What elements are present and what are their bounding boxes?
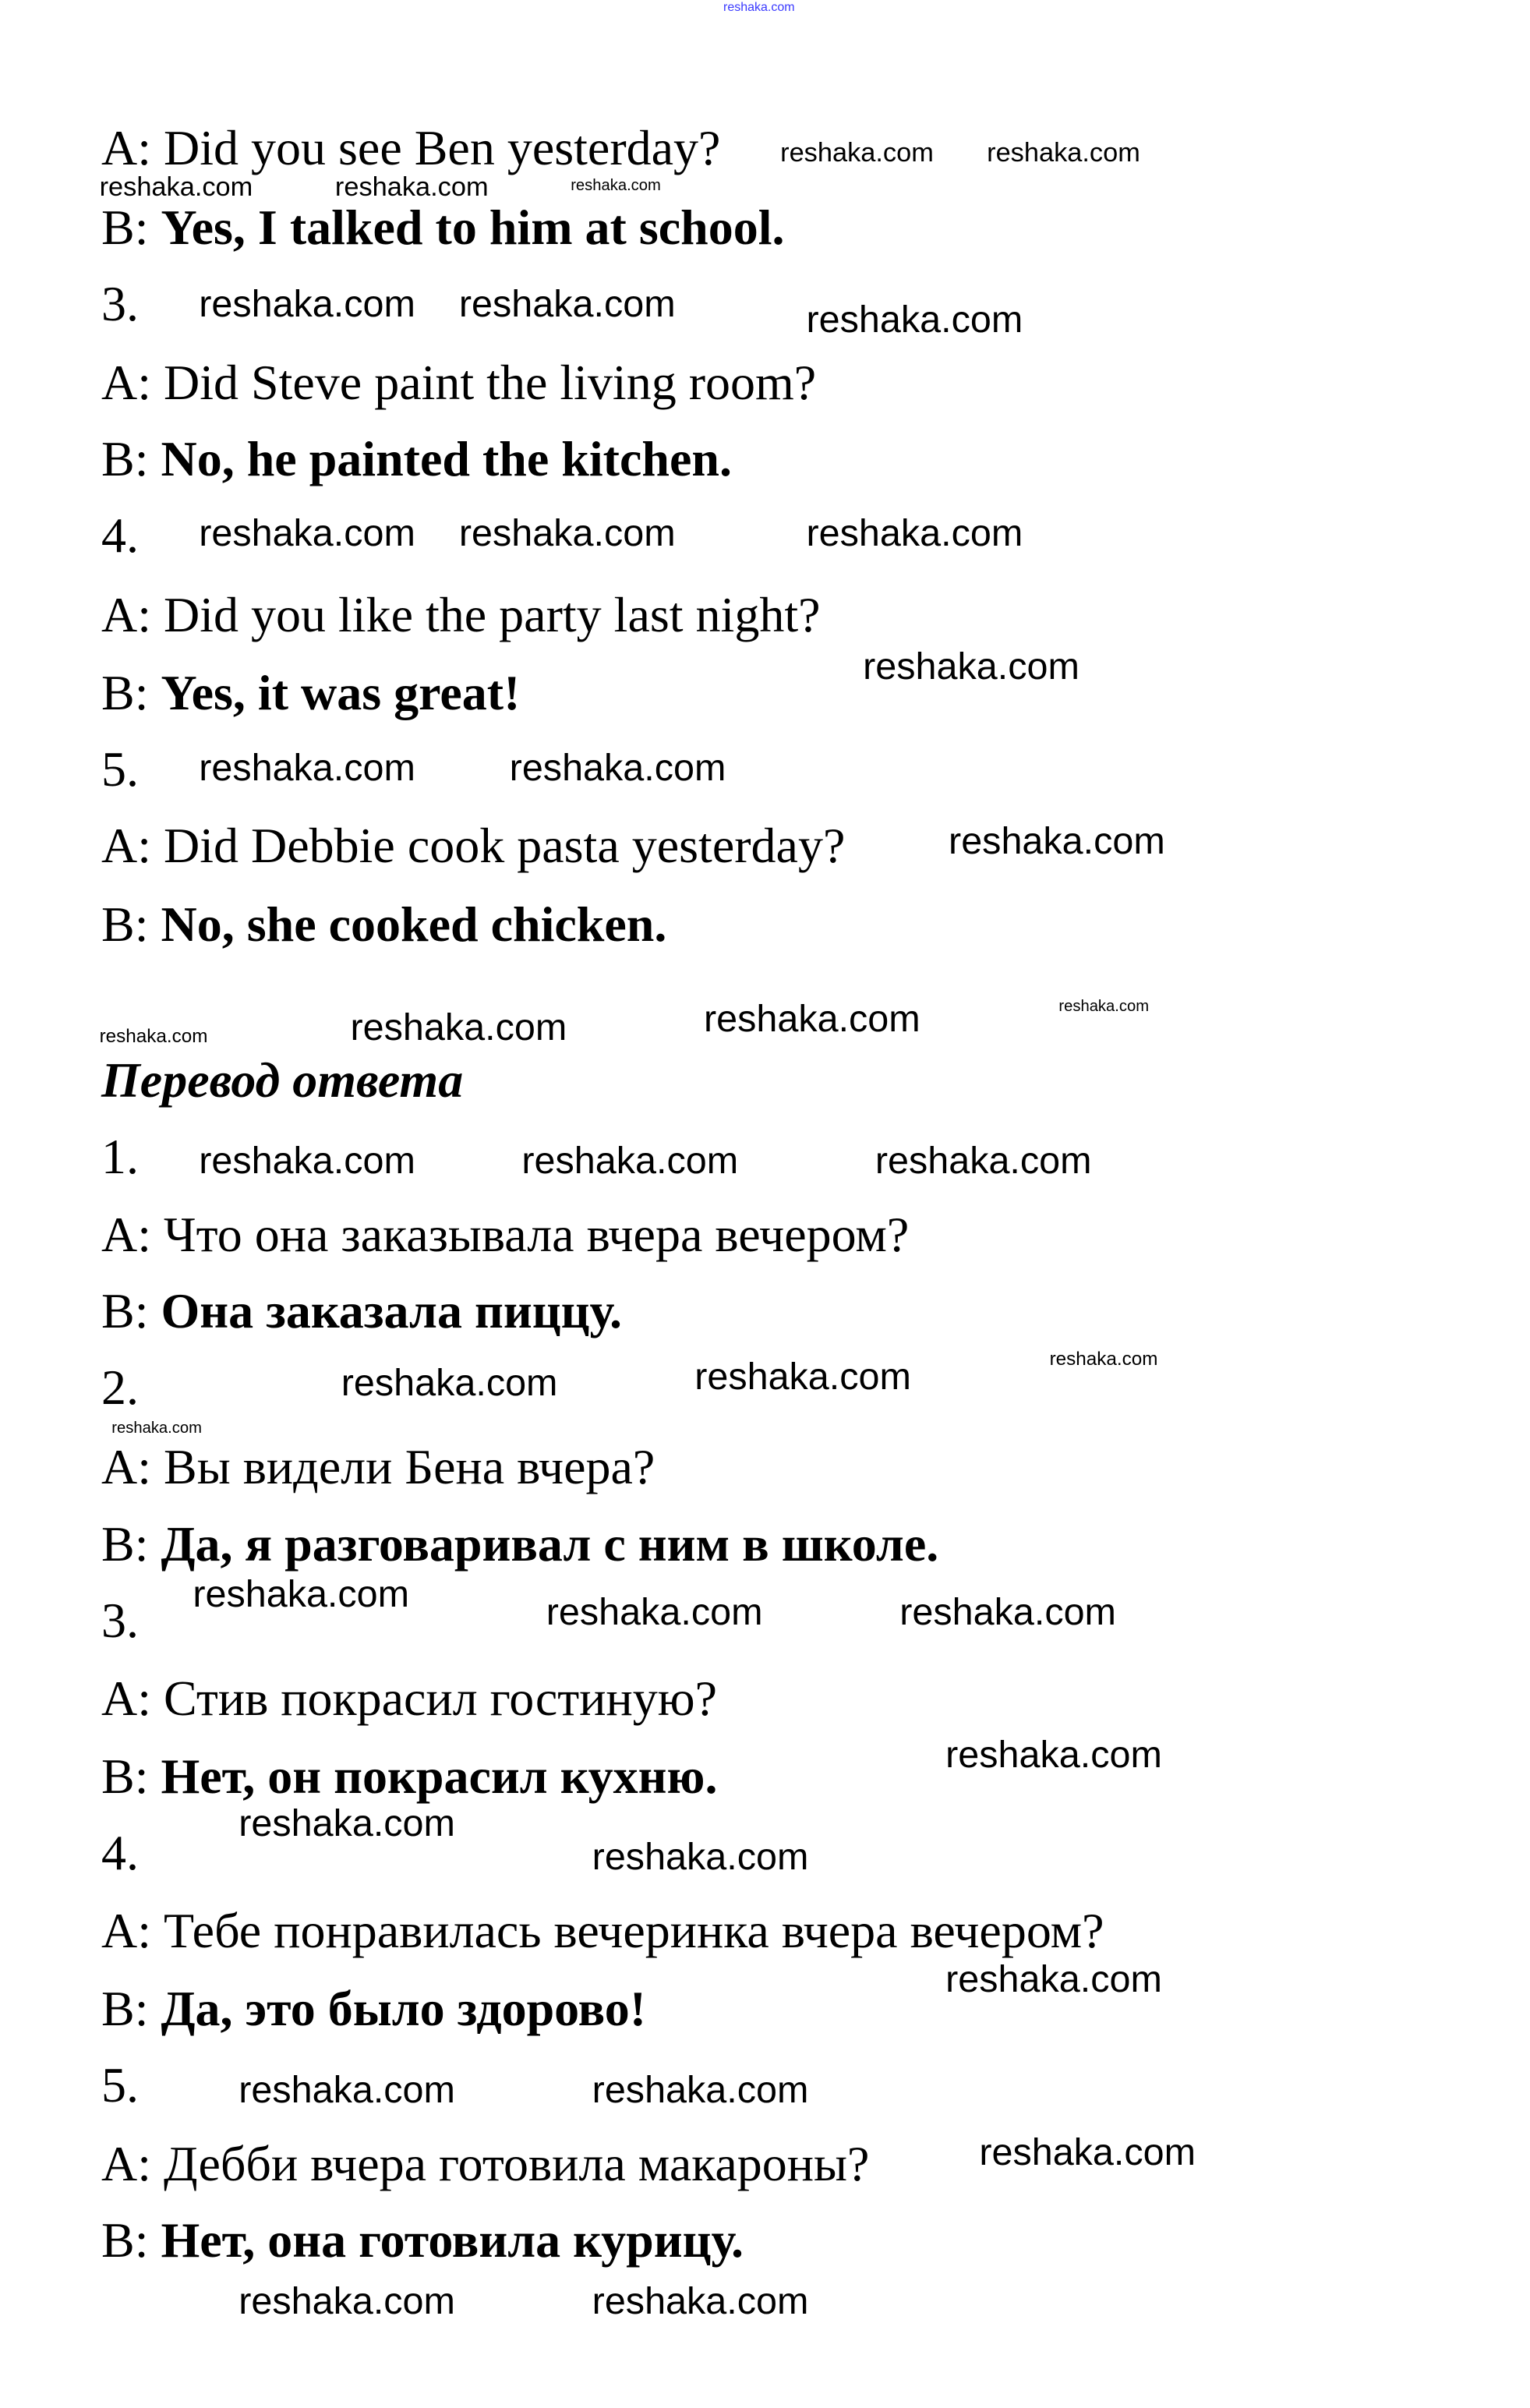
speaker-label: A: (101, 2135, 164, 2191)
watermark: reshaka.com (899, 1591, 1116, 1634)
line-text: Did Debbie cook pasta yesterday? (164, 818, 846, 874)
watermark: reshaka.com (458, 282, 676, 325)
line-text: 3. (101, 276, 139, 332)
line-text: Тебе понравилась вечеринка вчера вечером? (164, 1903, 1104, 1959)
watermark: reshaka.com (458, 512, 676, 555)
dialogue-line (101, 1206, 910, 1262)
watermark: reshaka.com (350, 1006, 567, 1049)
watermark: reshaka.com (199, 512, 415, 555)
watermark: reshaka.com (945, 1733, 1162, 1776)
watermark: reshaka.com (239, 2068, 455, 2111)
line-text: No, he painted the kitchen. (161, 430, 732, 486)
dialogue-line (101, 1439, 655, 1495)
speaker-label: B: (101, 1515, 161, 1572)
watermark: reshaka.com (875, 1140, 1092, 1183)
dialogue-line (101, 818, 846, 874)
watermark: reshaka.com (509, 746, 726, 789)
line-text: Did you see Ben yesterday? (164, 120, 721, 176)
dialogue-line (101, 586, 821, 642)
speaker-label: A: (101, 1206, 164, 1262)
watermark: reshaka.com (111, 1420, 202, 1437)
speaker-label: B: (101, 200, 161, 256)
watermark: reshaka.com (780, 138, 934, 168)
item-number (101, 741, 139, 797)
watermark: reshaka.com (863, 645, 1079, 688)
watermark: reshaka.com (1058, 997, 1150, 1015)
watermark: reshaka.com (99, 171, 253, 202)
speaker-label: A: (101, 354, 164, 410)
watermark: reshaka.com (546, 1591, 763, 1634)
dialogue-line (101, 120, 721, 176)
dialogue-line (101, 1903, 1104, 1959)
watermark: reshaka.com (199, 282, 415, 325)
line-text: Нет, он покрасил кухню. (161, 1748, 718, 1804)
line-text: 5. (101, 2057, 139, 2113)
heading-text: Перевод ответа (101, 1052, 464, 1108)
line-text: Дебби вчера готовила макароны? (164, 2135, 870, 2191)
item-number (101, 1592, 139, 1648)
item-number (101, 1128, 139, 1184)
speaker-label: A: (101, 586, 164, 642)
line-text: Да, это было здорово! (161, 1981, 646, 2037)
line-text: Did Steve paint the living room? (164, 354, 817, 410)
speaker-label: B: (101, 430, 161, 486)
item-number (101, 1825, 139, 1881)
line-text: Да, я разговаривал с ним в школе. (161, 1515, 939, 1572)
item-number (101, 276, 139, 332)
line-text: 1. (101, 1128, 139, 1184)
section-heading (101, 1052, 464, 1108)
line-text: No, she cooked chicken. (161, 896, 667, 952)
watermark: reshaka.com (949, 819, 1165, 862)
speaker-label: B: (101, 2212, 161, 2268)
speaker-label: A: (101, 1670, 164, 1726)
dialogue-line (101, 1283, 623, 1339)
watermark: reshaka.com (334, 171, 489, 202)
watermark: reshaka.com (521, 1140, 739, 1183)
line-text: Did you like the party last night? (164, 586, 821, 642)
speaker-label: A: (101, 120, 164, 176)
watermark: reshaka.com (703, 997, 920, 1040)
watermark: reshaka.com (694, 1355, 911, 1398)
dialogue-line (101, 354, 817, 410)
watermark: reshaka.com (193, 1572, 410, 1615)
line-text: 4. (101, 1825, 139, 1881)
dialogue-line (101, 1515, 939, 1572)
dialogue-line (101, 1670, 717, 1726)
watermark: reshaka.com (592, 2068, 809, 2111)
dialogue-line (101, 2212, 744, 2268)
line-text: Yes, I talked to him at school. (161, 200, 785, 256)
watermark: reshaka.com (987, 138, 1140, 168)
speaker-label: A: (101, 1439, 164, 1495)
watermark: reshaka.com (806, 512, 1023, 555)
line-text: Она заказала пиццу. (161, 1283, 623, 1339)
dialogue-line (101, 665, 521, 721)
line-text: Что она заказывала вчера вечером? (164, 1206, 910, 1262)
top-watermark[interactable]: reshaka.com (723, 1, 795, 14)
watermark: reshaka.com (592, 2279, 809, 2322)
line-text: 5. (101, 741, 139, 797)
watermark: reshaka.com (1049, 1348, 1158, 1370)
line-text: 2. (101, 1360, 139, 1416)
watermark: reshaka.com (99, 1025, 208, 1047)
watermark: reshaka.com (239, 1802, 455, 1845)
speaker-label: B: (101, 896, 161, 952)
item-number (101, 507, 139, 563)
speaker-label: B: (101, 665, 161, 721)
watermark: reshaka.com (592, 1836, 809, 1879)
speaker-label: B: (101, 1748, 161, 1804)
dialogue-line (101, 2135, 870, 2191)
watermark: reshaka.com (199, 746, 415, 789)
line-text: 3. (101, 1592, 139, 1648)
watermark: reshaka.com (571, 177, 661, 195)
speaker-label: A: (101, 1903, 164, 1959)
dialogue-line (101, 1981, 646, 2037)
item-number (101, 1360, 139, 1416)
watermark: reshaka.com (945, 1958, 1162, 2001)
line-text: Yes, it was great! (161, 665, 521, 721)
item-number (101, 2057, 139, 2113)
speaker-label: B: (101, 1981, 161, 2037)
speaker-label: B: (101, 1283, 161, 1339)
watermark: reshaka.com (979, 2131, 1196, 2174)
dialogue-line (101, 896, 667, 952)
dialogue-line (101, 200, 785, 256)
watermark: reshaka.com (199, 1140, 415, 1183)
speaker-label: A: (101, 818, 164, 874)
watermark: reshaka.com (341, 1361, 558, 1404)
line-text: Стив покрасил гостиную? (164, 1670, 717, 1726)
dialogue-line (101, 1748, 718, 1804)
watermark: reshaka.com (239, 2279, 455, 2322)
line-text: Нет, она готовила курицу. (161, 2212, 744, 2268)
line-text: Вы видели Бена вчера? (164, 1439, 655, 1495)
dialogue-line (101, 430, 732, 486)
watermark: reshaka.com (806, 298, 1023, 341)
line-text: 4. (101, 507, 139, 563)
